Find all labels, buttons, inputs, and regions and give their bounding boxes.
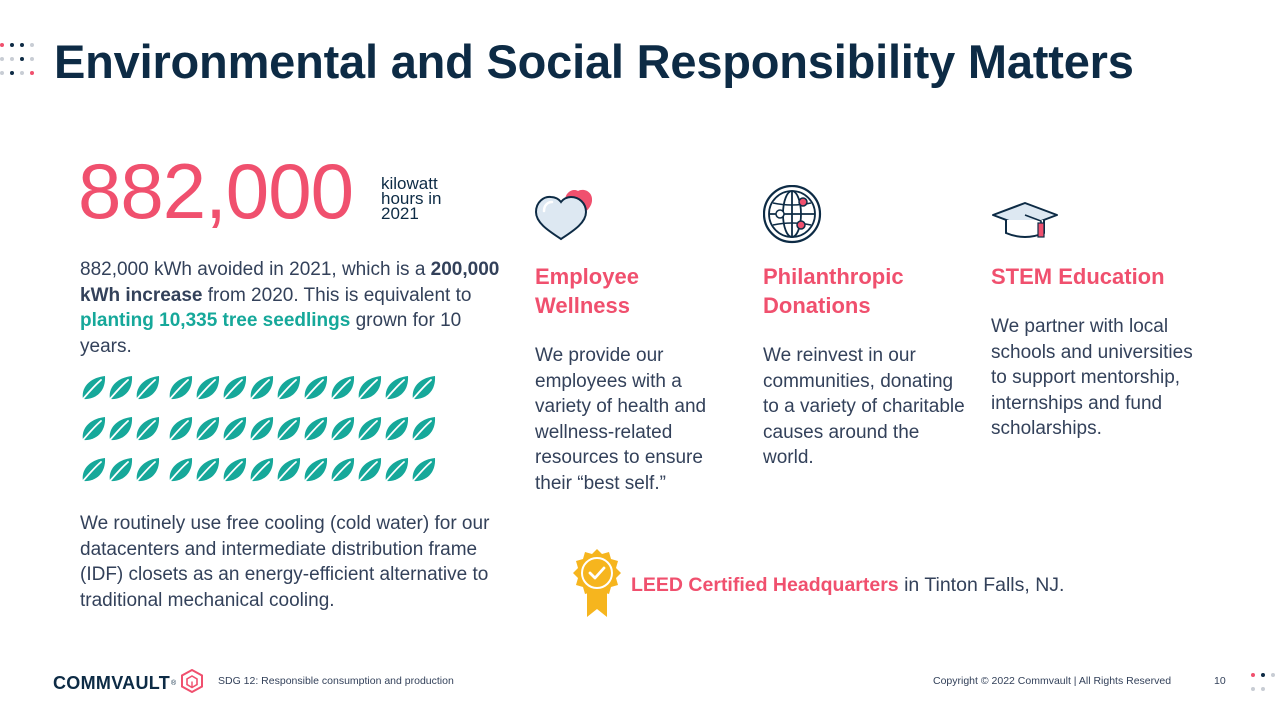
logo-wordmark: COMMVAULT bbox=[53, 673, 171, 693]
leaf-icon bbox=[356, 374, 383, 402]
graduation-cap-icon bbox=[991, 185, 1206, 245]
leaf-icon bbox=[383, 374, 410, 402]
stem-education-column bbox=[991, 185, 1206, 442]
leaf-icon bbox=[410, 374, 437, 402]
leaf-icon bbox=[80, 456, 107, 484]
leaf-icon bbox=[167, 415, 194, 443]
leaf-icon bbox=[107, 456, 134, 484]
paragraph-text: 882,000 kWh avoided in 2021, which is a bbox=[80, 259, 431, 280]
stat-number: 882,000 bbox=[78, 147, 353, 235]
leaf-icon bbox=[383, 456, 410, 484]
hearts-icon bbox=[535, 185, 740, 245]
leaf-icon bbox=[80, 415, 107, 443]
stat-unit-line: kilowatt bbox=[381, 174, 438, 193]
leaf-icon bbox=[329, 415, 356, 443]
leaf-icon bbox=[221, 374, 248, 402]
leaf-icon bbox=[134, 415, 161, 443]
employee-wellness-column bbox=[535, 185, 740, 496]
leaf-row bbox=[80, 374, 450, 402]
leed-highlight: LEED Certified Headquarters bbox=[631, 574, 899, 596]
paragraph-text: grown for 10 years. bbox=[80, 310, 462, 357]
copyright-text: Copyright © 2022 Commvault | All Rights Reserved bbox=[933, 675, 1172, 687]
energy-savings-paragraph bbox=[80, 257, 500, 359]
stat-unit bbox=[381, 176, 461, 221]
column-text: We reinvest in our communities, donating to a variety of charitable causes around the world. bbox=[763, 345, 965, 468]
column-heading: Philanthropic Donations bbox=[763, 264, 904, 318]
leaf-icon bbox=[134, 374, 161, 402]
leed-location: in Tinton Falls, NJ. bbox=[898, 574, 1065, 596]
globe-icon bbox=[763, 185, 968, 245]
leaf-icon bbox=[329, 374, 356, 402]
decorative-dots-top-left bbox=[0, 43, 34, 75]
column-heading: STEM Education bbox=[991, 264, 1165, 289]
page-title: Environmental and Social Responsibility Matters bbox=[54, 35, 1134, 88]
column-text: We partner with local schools and universities to support mentorship, internships and fund scholarships. bbox=[991, 316, 1193, 439]
leaf-row bbox=[80, 456, 450, 484]
leaf-icon bbox=[356, 456, 383, 484]
leaf-icon bbox=[221, 415, 248, 443]
stat-unit-line: 2021 bbox=[381, 204, 419, 223]
award-badge-icon bbox=[573, 547, 623, 624]
stat-unit-line: hours in bbox=[381, 189, 442, 208]
trademark-symbol: ® bbox=[171, 680, 177, 687]
leaf-icon bbox=[248, 374, 275, 402]
leaf-icon bbox=[167, 374, 194, 402]
decorative-dots-bottom-right bbox=[1251, 673, 1280, 691]
commvault-logo bbox=[53, 669, 203, 698]
leaf-icon bbox=[134, 456, 161, 484]
leaf-icon bbox=[194, 374, 221, 402]
leaf-icon bbox=[248, 456, 275, 484]
leaf-icon bbox=[329, 456, 356, 484]
increase-highlight: 200,000 kWh increase bbox=[80, 259, 500, 306]
leaf-icon bbox=[302, 374, 329, 402]
philanthropic-donations-column bbox=[763, 185, 968, 471]
leaf-icon bbox=[194, 456, 221, 484]
leaf-icon bbox=[410, 415, 437, 443]
leaf-icon bbox=[410, 456, 437, 484]
leed-certification bbox=[573, 547, 1064, 624]
leaf-row bbox=[80, 415, 450, 443]
leaf-icon bbox=[356, 415, 383, 443]
leaf-icon bbox=[302, 415, 329, 443]
leed-text bbox=[631, 574, 1064, 597]
leaf-icon bbox=[80, 374, 107, 402]
leaf-icon bbox=[275, 415, 302, 443]
paragraph-text: from 2020. This is equivalent to bbox=[202, 284, 472, 306]
free-cooling-paragraph: We routinely use free cooling (cold water) for our datacenters and intermediate distribution frame (IDF) closets as an energy-efficient alternative to traditional mechanical cooling. bbox=[80, 513, 490, 611]
leaf-icon bbox=[383, 415, 410, 443]
leaf-icon bbox=[167, 456, 194, 484]
leaf-icon bbox=[221, 456, 248, 484]
tree-seedlings-highlight: planting 10,335 tree seedlings bbox=[80, 310, 351, 331]
leaf-icon bbox=[107, 374, 134, 402]
column-text: We provide our employees with a variety of health and wellness-related resources to ensure their “best self.” bbox=[535, 345, 707, 494]
leaf-icon bbox=[302, 456, 329, 484]
column-heading: Employee Wellness bbox=[535, 264, 639, 318]
leaf-icon bbox=[107, 415, 134, 443]
leaf-icon bbox=[194, 415, 221, 443]
leaf-icon bbox=[275, 456, 302, 484]
leaf-icon bbox=[248, 415, 275, 443]
page-number: 10 bbox=[1214, 675, 1226, 687]
sdg-label: SDG 12: Responsible consumption and production bbox=[218, 675, 454, 687]
leaf-icon bbox=[275, 374, 302, 402]
commvault-cube-icon bbox=[181, 669, 203, 698]
leaf-icon-grid bbox=[80, 374, 450, 497]
